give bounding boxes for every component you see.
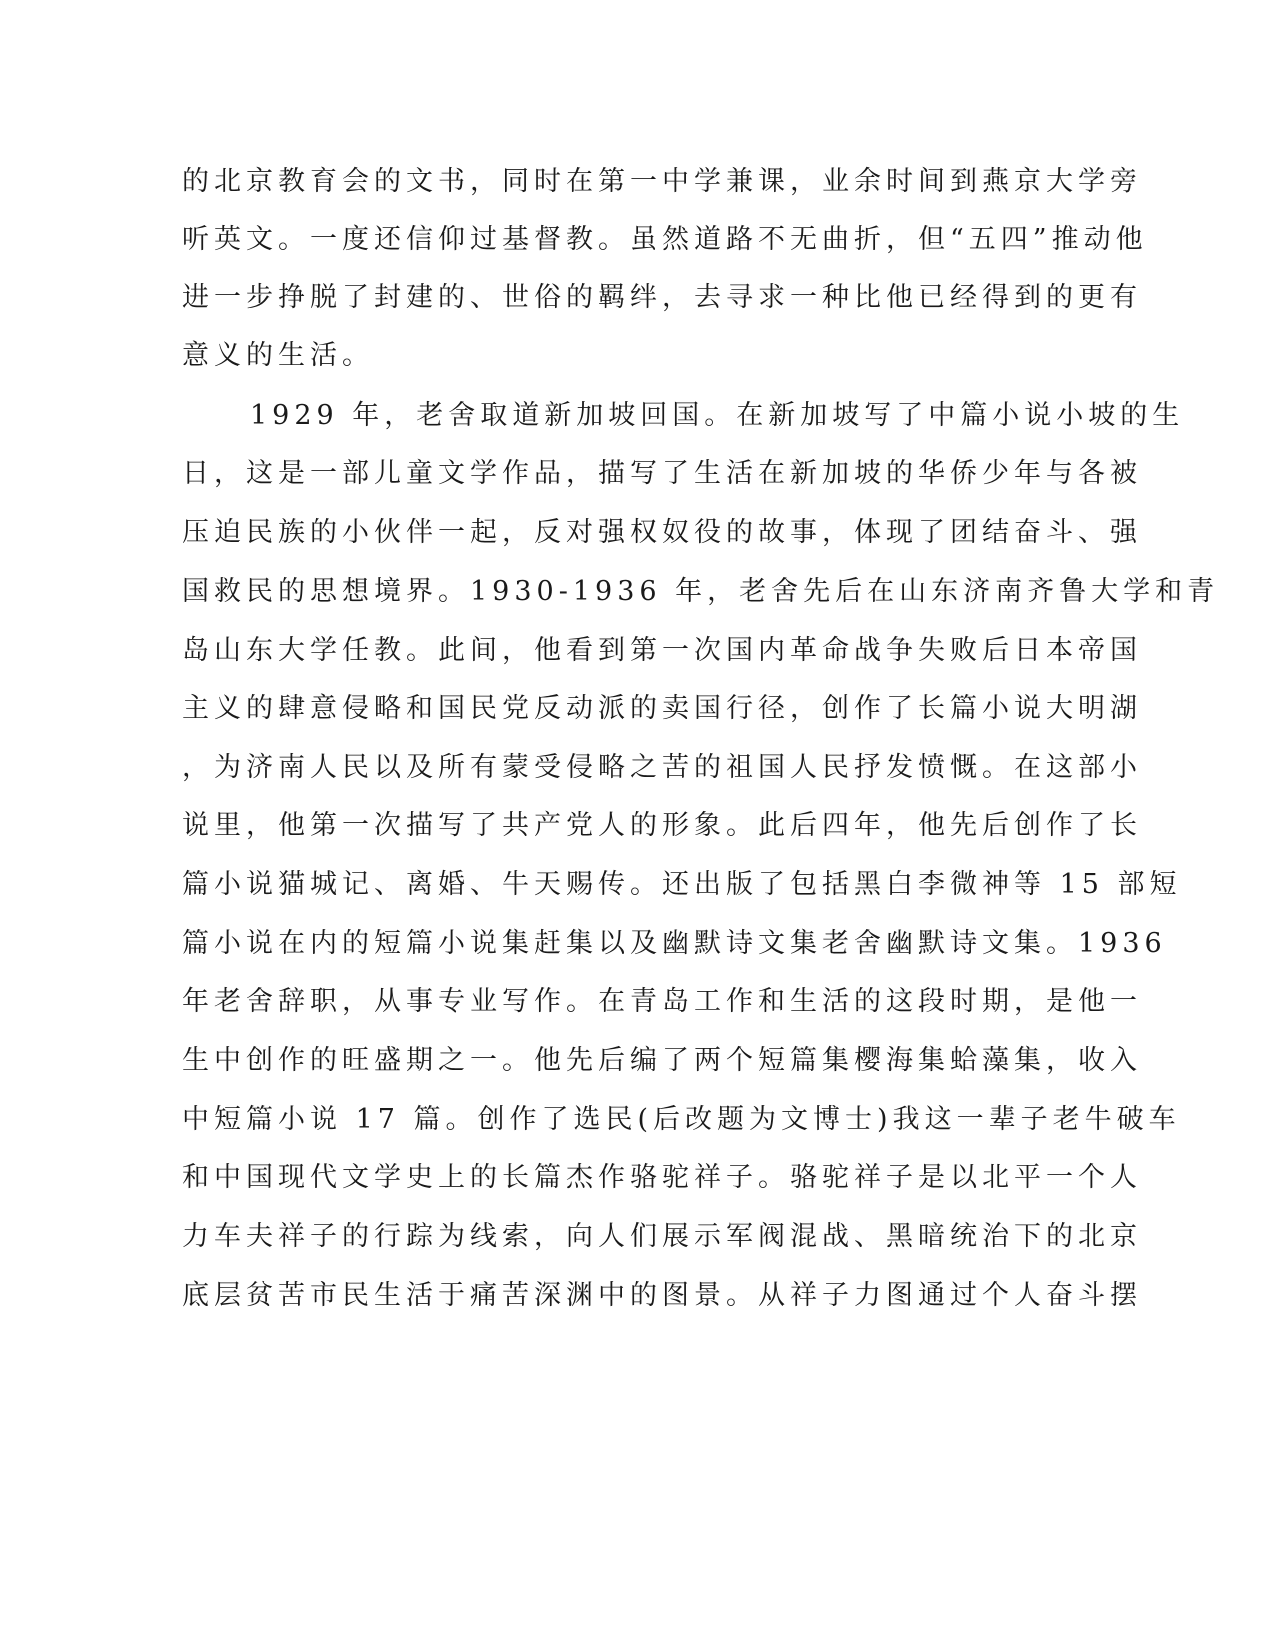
text-line: 篇小说在内的短篇小说集赶集以及幽默诗文集老舍幽默诗文集。1936 (182, 928, 1167, 959)
text-line: 和中国现代文学史上的长篇杰作骆驼祥子。骆驼祥子是以北平一个人 (182, 1162, 1142, 1193)
text-line: 篇小说猫城记、离婚、牛天赐传。还出版了包括黑白李微神等 15 部短 (182, 869, 1182, 900)
text-line: 力车夫祥子的行踪为线索，向人们展示军阀混战、黑暗统治下的北京 (182, 1221, 1142, 1252)
text-line: 说里，他第一次描写了共产党人的形象。此后四年，他先后创作了长 (182, 810, 1142, 841)
text-line: 1929 年，老舍取道新加坡回国。在新加坡写了中篇小说小坡的生 (250, 400, 1185, 431)
text-line: 意义的生活。 (182, 340, 374, 371)
text-line: 压迫民族的小伙伴一起，反对强权奴役的故事，体现了团结奋斗、强 (182, 517, 1142, 548)
text-line: 日，这是一部儿童文学作品，描写了生活在新加坡的华侨少年与各被 (182, 458, 1142, 489)
text-line: 主义的肆意侵略和国民党反动派的卖国行径，创作了长篇小说大明湖 (182, 693, 1142, 724)
text-line: 年老舍辞职，从事专业写作。在青岛工作和生活的这段时期，是他一 (182, 986, 1142, 1017)
text-line: 听英文。一度还信仰过基督教。虽然道路不无曲折，但“五四”推动他 (182, 224, 1148, 255)
text-line: ，为济南人民以及所有蒙受侵略之苦的祖国人民抒发愤慨。在这部小 (182, 752, 1142, 783)
text-line: 进一步挣脱了封建的、世俗的羁绊，去寻求一种比他已经得到的更有 (182, 282, 1142, 313)
text-line: 生中创作的旺盛期之一。他先后编了两个短篇集樱海集蛤藻集，收入 (182, 1045, 1142, 1076)
text-line: 岛山东大学任教。此间，他看到第一次国内革命战争失败后日本帝国 (182, 635, 1142, 666)
text-line: 底层贫苦市民生活于痛苦深渊中的图景。从祥子力图通过个人奋斗摆 (182, 1280, 1142, 1311)
text-line: 中短篇小说 17 篇。创作了选民(后改题为文博士)我这一辈子老牛破车 (182, 1104, 1181, 1135)
text-line: 的北京教育会的文书，同时在第一中学兼课，业余时间到燕京大学旁 (182, 166, 1142, 197)
text-line: 国救民的思想境界。1930-1936 年，老舍先后在山东济南齐鲁大学和青 (182, 576, 1220, 607)
